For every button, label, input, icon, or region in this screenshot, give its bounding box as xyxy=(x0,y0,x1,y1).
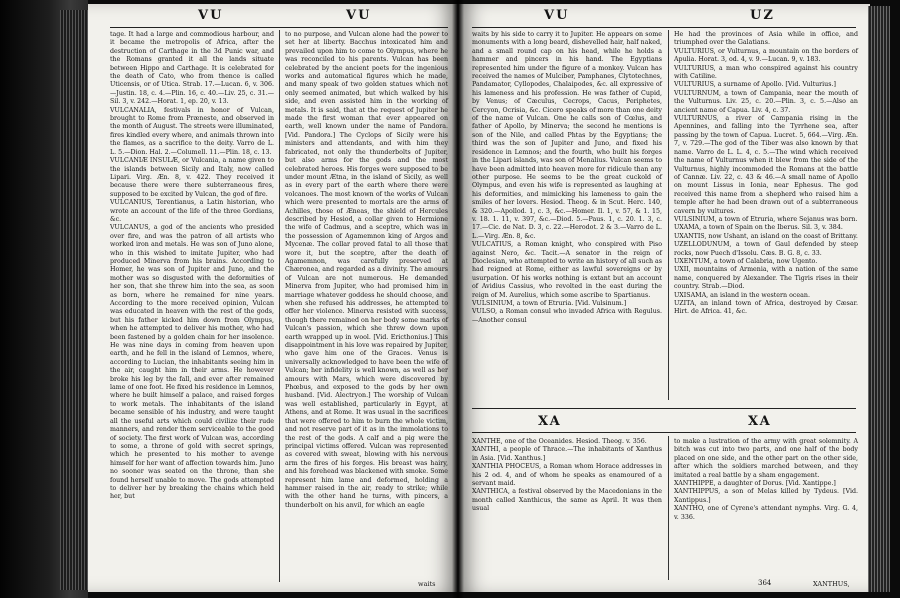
header-rule xyxy=(472,27,856,28)
right-page-column-1 xyxy=(472,31,662,401)
entry-uxii: UXII, mountains of Armenia, with a nation of the same name, conquered by Alexander. The Tigris rises in their country. Strab.—Diod. xyxy=(674,266,858,291)
entry-vulturnus: VULTURNUS, a river of Campania rising in the Apennines, and falling into the Tyrrhene sea, after passing by the town of Capua. Lucret. 5, 664.—Virg. Æn. 7, v. 729.—The god of the Tiber was also known by that name. Varro de L. L. 4, c. 5.—The wind which received the name of Vulturnus when it blew from the side of the Vulturnus, highly incommoded the Romans at the battle of Cannæ. Liv. 22, c. 43 & 46.—A small name of Apollo on mount Lissus in Ionia, near Ephesus. The god received this name from a shepherd who raised him a temple after he had been drawn out of a subterraneous cavern by vultures. xyxy=(674,115,858,215)
left-page-header-col1: VU xyxy=(198,8,224,23)
entry-xanthippe: XANTHIPPE, a daughter of Dorus. [Vid. Xantippe.] xyxy=(674,480,836,488)
entry-xanthippus: XANTHIPPUS, a son of Melas killed by Tydeus. [Vid. Xantippus.] xyxy=(674,488,858,504)
entry-xanthi: XANTHI, a people of Thrace.—The inhabitants of Xanthus in Asia. [Vid. Xanthus.] xyxy=(472,446,662,462)
left-page xyxy=(88,4,458,592)
left-page-column-2 xyxy=(285,31,448,579)
entry-vulturnum: VULTURNUM, a town of Campania, near the mouth of the Vulturnus. Liv. 25, c. 20.—Plin. 3, c. 5.—Also an ancient name of Capua. Liv. 4, c. 37. xyxy=(674,89,858,114)
entry-vulturius-2: VULTURIUS, a man who conspired against his country with Catiline. xyxy=(674,64,858,81)
entry-text: waits by his side to carry it to Jupiter. He appears on some monuments with a long beard, dishevelled hair, half naked, and a small round cap on his head, while he holds a hammer and pincers in his hand. The Egyptians represented him under the figure of a monkey. Vulcan has received the names of Mulciber, Pamphanes, Clytotechnes, Pandamator, Cyllopodes, Chalaipodes, &c. all expressive of his lameness and his profession. He was father of Cupid, by Venus; of Cæculus, Cecrops, Cacus, Periphetes, Cercyon, Ocrisia, &c. Cicero speaks of more than one deity of the name of Vulcan. One he calls son of Cœlus, and father of Apollo, by Minerva; the second he mentions is son of the Nile, and called Phtas by the Egyptians; the third was the son of Jupiter and Juno, and fixed his residence in Lemnos; and the fourth, who built his forges in the Lipari islands, was son of Menalius. Vulcan seems to have been admitted into heaven more for ridicule than any other purpose. He seems to be the great cuckold of Olympus, and even his wife is represented as laughing at his deformities, and mimicking his lameness to gain the smiles of her lovers. Hesiod. Theog. & in Scut. Herc. 140, & 320.—Apollod. 1, c. 3, &c.—Homer. Il. 1, v. 57, & 1. 15, v. 18. 1. 11, v. 397, &c.—Diod. 5.—Paus. 1, c. 20. 1. 3, c. 17.—Cic. de Nat. D. 3, c. 22.—Herodot. 2 & 3.—Varro de L. L.—Virg. Æn. 8, &c. xyxy=(472,31,662,240)
right-page-lower-column-1 xyxy=(472,438,662,580)
catchword: XANTHUS, xyxy=(813,580,850,588)
entry-xantho: XANTHO, one of Cyrene's attendant nymphs. Virg. G. 4, v. 336. xyxy=(674,505,858,521)
column-divider xyxy=(668,30,669,400)
right-page-column-2 xyxy=(674,31,858,401)
entry-xanthia-phoceus: XANTHIA PHOCEUS, a Roman whom Horace addresses in his 2 od. 4, and of whom he speaks as enamoured of a servant maid. xyxy=(472,463,662,488)
entry-vulso: VULSO, a Roman consul who invaded Africa with Regulus.—Another consul xyxy=(472,308,662,324)
entry-text: to make a lustration of the army with great solemnity. A bitch was cut into two parts, and one half of the body placed on one side, and the other part on the other side, after which the soldiers marched between, and they imitated a real battle by a sham engagement. xyxy=(674,438,858,479)
left-page-column-1 xyxy=(110,31,274,587)
entry-vulturius-3: VULTURIUS, a surname of Apollo. [Vid. Vulturius.] xyxy=(674,81,836,89)
entry-vulcaniae-insulae: VULCANIÆ INSULÆ, or Vulcania, a name given to the islands between Sicily and Italy, now called Lipari. Virg. Æn. 8, v. 422. They received it because there were there subterraneous fires, supposed to be excited by Vulcan, the god of fire. xyxy=(110,157,274,198)
right-page-header-col1: VU xyxy=(544,8,570,23)
entry-uxama: UXAMA, a town of Spain on the Iberus. Sil. 3, v. 384. xyxy=(674,224,843,232)
catchword: waits xyxy=(418,580,436,588)
section-header-col1: XA xyxy=(538,414,562,429)
entry-vulcanus: VULCANUS, a god of the ancients who presided over fire, and was the patron of all artists who worked iron and metals. He was son of Juno alone, who in this wished to imitate Jupiter, who had produced Minerva from his brains. According to Homer, he was son of Jupiter and Juno, and the mother was so disgusted with the deformities of her son, that she threw him into the sea, as soon as born, where he remained for nine years. According to the more received opinion, Vulcan was educated in heaven with the rest of the gods, but his father kicked him down from Olympus, when he attempted to deliver his mother, who had been fastened by a golden chain for her insolence. He was nine days in coming from heaven upon earth, and he fell in the island of Lemnos, where, according to Lucian, the inhabitants seeing him in the air, caught him in their arms. He however broke his leg by the fall, and ever after remained lame of one foot. He fixed his residence in Lemnos, where he built himself a palace, and raised forges to work metals. The inhabitants of the island became sensible of his industry, and were taught all the useful arts which could civilize their rude manners, and render them serviceable to the good of society. The first work of Vulcan was, according to some, a throne of gold with secret springs, which he presented to his mother to avenge himself for her want of affection towards him. Juno no sooner was seated on the throne, than she found herself unable to move. The gods attempted to deliver her by breaking the chains which held her, but xyxy=(110,224,274,501)
entry-uzita: UZITA, an inland town of Africa, destroyed by Cæsar. Hirt. de Africa. 41, &c. xyxy=(674,300,858,316)
section-rule xyxy=(472,432,856,433)
column-divider xyxy=(668,436,669,580)
right-page-header-col2: UZ xyxy=(750,8,775,23)
entry-vulsinium: VULSINIUM, a town of Etruria, where Sejanus was born. xyxy=(674,215,858,223)
right-page-lower-column-2 xyxy=(674,438,858,574)
column-divider xyxy=(279,30,280,582)
entry-text: tage. It had a large and commodious harbour, and it became the metropolis of Africa, after the destruction of Carthage in the 3d Punic war, and the Romans granted it all the lands situate between Hippo and Carthage. It is celebrated for the death of Cato, who from thence is called Uticensis, or of Utica. Strab. 17.—Lucan. 6, v. 306.—Justin. 18, c. 4.—Plin. 16, c. 40.—Liv. 25, c. 31.—Sil. 3, v. 242.—Horat. 1, ep. 20, v. 13. xyxy=(110,31,274,106)
right-page xyxy=(458,4,870,592)
book-gutter xyxy=(452,0,464,598)
entry-text: to no purpose, and Vulcan alone had the power to set her at liberty. Bacchus intoxicated him and prevailed upon him to come to Olympus, where he was reconciled to his parents. Vulcan has been celebrated by the ancient poets for the ingenious works and automatical figures which he made, and many speak of two golden statues which not only seemed animated, but which walked by his side, and even assisted him in the working of metals. It is said, that at the request of Jupiter he made the first woman that ever appeared on earth, well known under the name of Pandora. [Vid. Pandora.] The Cyclops of Sicily were his ministers and attendants, and with him they fabricated, not only the thunderbolts of Jupiter, but also arms for the gods and the most celebrated heroes. His forges were supposed to be under mount Ætna, in the island of Sicily, as well as in every part of the earth where there were volcanoes. The most known of the works of Vulcan which were presented to mortals are the arms of Achilles, those of Æneas, the shield of Hercules described by Hesiod, a collar given to Hermione the wife of Cadmus, and a sceptre, which was in the possession of Agamemnon king of Argos and Mycenæ. The collar proved fatal to all those that wore it, but the sceptre, after the death of Agamemnon, was carefully preserved at Chæronea, and regarded as a divinity. The amours of Vulcan are not numerous. He demanded Minerva from Jupiter, who had promised him in marriage whatever goddess he should choose, and when she refused his addresses, he attempted to offer her violence. Minerva resisted with success, though there remained on her body some marks of Vulcan's passion, which she threw down upon earth wrapped up in wool. [Vid. Ericthonius.] This disappointment in his love was repaired by Jupiter, who gave him one of the Graces. Venus is universally acknowledged to have been the wife of Vulcan; her infidelity is well known, as well as her amours with Mars, which were discovered by Phœbus, and exposed to the gods by her own husband. [Vid. Alectryon.] The worship of Vulcan was well established, particularly in Egypt, at Athens, and at Rome. It was usual in the sacrifices that were offered to him to burn the whole victim, and not reserve part of it as in the immolations to the rest of the gods. A calf and a pig were the principal victims offered. Vulcan was represented as covered with sweat, blowing with his nervous arm the fires of his forges. His breast was hairy, and his forehead was blackened with smoke. Some represent him lame and deformed, holding a hammer raised in the air, ready to strike; while with the other hand he turns, with pincers, a thunderbolt on his anvil, for which an eagle xyxy=(285,31,448,509)
entry-xanthe: XANTHE, one of the Oceanides. Hesiod. Theog. v. 356. xyxy=(472,438,647,445)
entry-text: He had the provinces of Asia while in office, and triumphed over the Galatians. xyxy=(674,31,858,47)
page-number: 364 xyxy=(758,579,772,587)
entry-xanthica: XANTHICA, a festival observed by the Macedonians in the month called Xanthicus, the same as April. It was then usual xyxy=(472,488,662,513)
entry-vulcatius: VULCATIUS, a Roman knight, who conspired with Piso against Nero, &c. Tacit.—A senator in the reign of Dioclesian, who attempted to write an history of all such as had reigned at Rome, either as lawful sovereigns or by usurpation. Of his works nothing is extant but an account of Avidius Cassius, who revolted in the east during the reign of M. Aurelius, which some ascribe to Spartianus. xyxy=(472,241,663,299)
page-edges-right xyxy=(868,6,890,592)
entry-uzellodunum: UZELLODUNUM, a town of Gaul defended by steep rocks, now Puech d'Issolu. Cæs. B. G. 8, c. 33. xyxy=(674,241,858,257)
section-header-col2: XA xyxy=(748,414,772,429)
section-rule xyxy=(472,408,856,409)
header-rule xyxy=(110,27,448,28)
left-page-header-col2: VU xyxy=(346,8,372,23)
entry-vulturius: VULTURIUS, or Vulturnus, a mountain on the borders of Apulia. Horat. 3, od. 4, v. 9.—Lucan. 9, v. 183. xyxy=(674,47,858,64)
entry-vulcanalia: VULCANALIA, festivals in honor of Vulcan, brought to Rome from Præneste, and observed in the month of August. The streets were illuminated, fires kindled every where, and animals thrown into the flames, as a sacrifice to the deity. Varro de L. L. 5.—Dion. Hal. 2.—Columell. 11.—Plin. 18, c. 13. xyxy=(110,106,274,156)
entry-vulcanius: VULCANIUS, Terentianus, a Latin historian, who wrote an account of the life of the three Gordians, &c. xyxy=(110,199,274,223)
entry-uxisama: UXISAMA, an island in the western ocean. xyxy=(674,291,810,299)
entry-uxentum: UXENTUM, a town of Calabria, now Ugento. xyxy=(674,257,818,265)
entry-vulsinium: VULSINIUM, a town of Etruria. [Vid. Vulsinum.] xyxy=(472,300,627,307)
entry-uxantis: UXANTIS, now Ushant, an island on the coast of Brittany. xyxy=(674,232,858,240)
